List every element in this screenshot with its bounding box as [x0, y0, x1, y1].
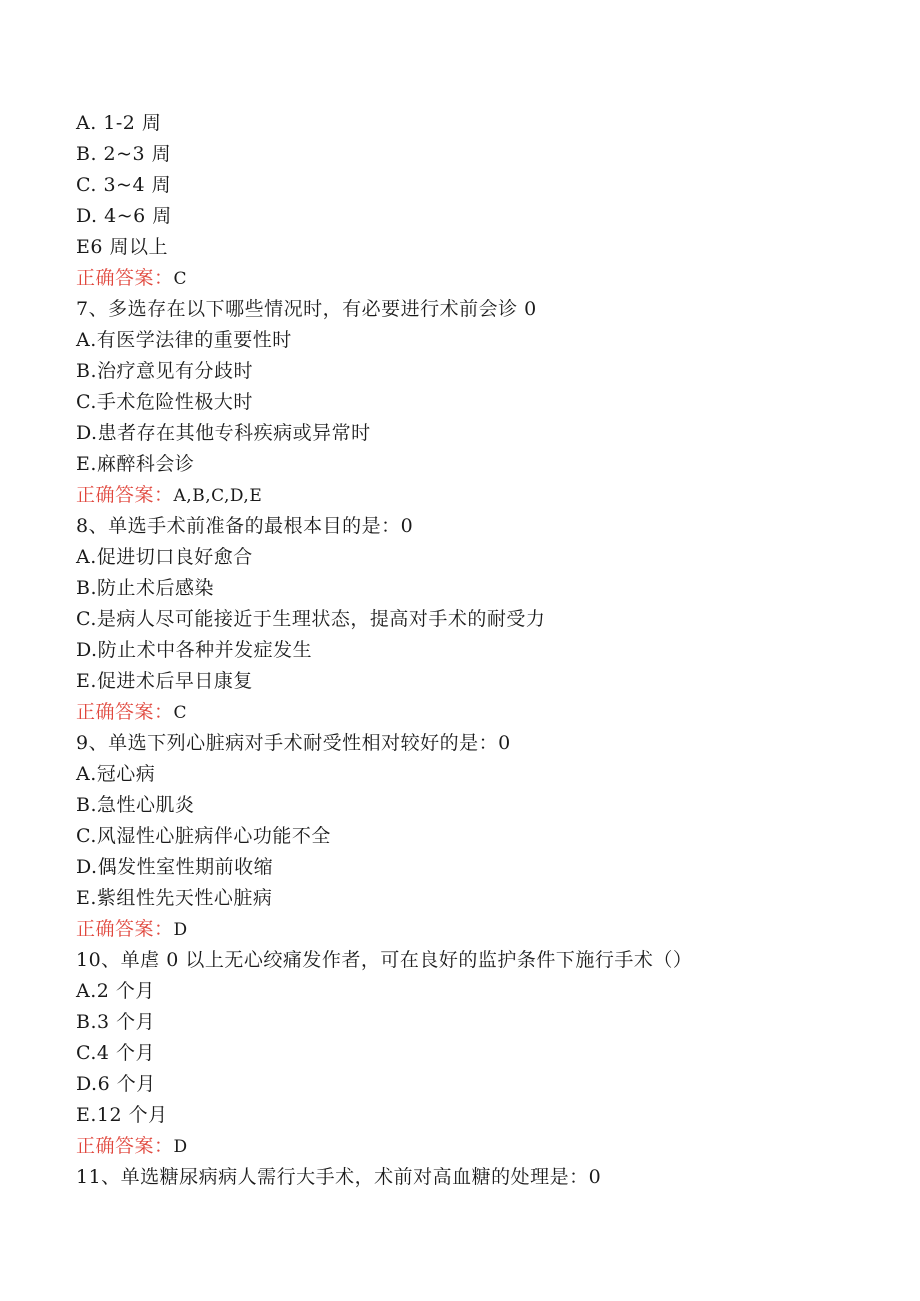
option-text: D. 4~6 周 — [76, 205, 172, 227]
option-text: B.3 个月 — [76, 1011, 156, 1033]
answer-value: D — [173, 920, 188, 940]
answer-label: 正确答案： — [76, 267, 174, 289]
answer-value: D — [173, 1137, 188, 1157]
option-text: C.4 个月 — [76, 1042, 156, 1064]
answer-value: A,B,C,D,E — [173, 486, 263, 506]
option-text: E.促进术后早日康复 — [76, 670, 253, 692]
correct-answer — [76, 480, 876, 511]
option-text: A.冠心病 — [76, 763, 156, 785]
option-text: E.麻醉科会诊 — [76, 453, 195, 475]
correct-answer — [76, 697, 876, 728]
question-text: 9、单选下列心脏病对手术耐受性相对较好的是：0 — [76, 732, 511, 754]
document-page — [76, 108, 876, 1193]
answer-label: 正确答案： — [76, 918, 174, 940]
question-text: 11、单选糖尿病病人需行大手术，术前对高血糖的处理是：0 — [76, 1166, 602, 1188]
option-text: E.12 个月 — [76, 1104, 168, 1126]
question-text: 10、单虐 0 以上无心绞痛发作者，可在良好的监护条件下施行手术（） — [76, 949, 693, 971]
option-text: E.紫组性先天性心脏病 — [76, 887, 273, 909]
correct-answer — [76, 263, 876, 294]
option-text: C.风湿性心脏病伴心功能不全 — [76, 825, 331, 847]
option-text: A.促进切口良好愈合 — [76, 546, 253, 568]
option-text: E6 周以上 — [76, 236, 168, 258]
option-text: D.6 个月 — [76, 1073, 156, 1095]
question-text: 8、单选手术前准备的最根本目的是：0 — [76, 515, 414, 537]
option-text: D.偶发性室性期前收缩 — [76, 856, 274, 878]
option-text: D.患者存在其他专科疾病或异常时 — [76, 422, 371, 444]
option-text: B. 2~3 周 — [76, 143, 172, 165]
option-text: B.急性心肌炎 — [76, 794, 195, 816]
option-text: A. 1-2 周 — [76, 112, 162, 134]
option-text: C.是病人尽可能接近于生理状态，提高对手术的耐受力 — [76, 608, 546, 630]
correct-answer — [76, 1131, 876, 1162]
option-text: A.2 个月 — [76, 980, 155, 1002]
option-text: B.防止术后感染 — [76, 577, 215, 599]
option-text: A.有医学法律的重要性时 — [76, 329, 292, 351]
option-text: B.治疗意见有分歧时 — [76, 360, 254, 382]
option-text: C. 3~4 周 — [76, 174, 172, 196]
correct-answer — [76, 914, 876, 945]
answer-label: 正确答案： — [76, 484, 174, 506]
answer-value: C — [173, 269, 188, 289]
option-text: C.手术危险性极大时 — [76, 391, 253, 413]
answer-label: 正确答案： — [76, 1135, 174, 1157]
answer-label: 正确答案： — [76, 701, 174, 723]
answer-value: C — [173, 703, 188, 723]
question-text: 7、多选存在以下哪些情况时，有必要进行术前会诊 0 — [76, 298, 537, 320]
option-text: D.防止术中各种并发症发生 — [76, 639, 313, 661]
